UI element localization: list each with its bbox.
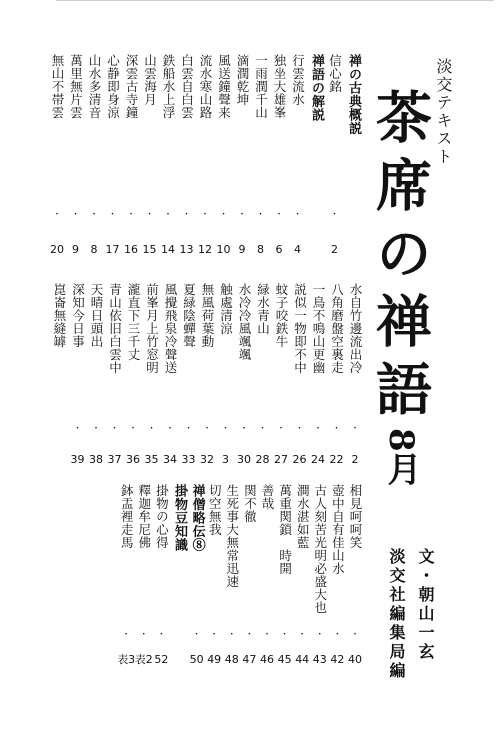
toc-leader-dots: · bbox=[317, 627, 322, 641]
toc-entry-title: 蚊子咬鉄牛 bbox=[274, 283, 289, 348]
toc-entry-title: 水自竹邊流出冷 bbox=[348, 283, 363, 374]
toc-entry-title: 夏緑陰蟬聲 bbox=[181, 283, 197, 348]
toc-entry-title: 掛物豆知識 bbox=[172, 484, 187, 552]
toc-entry-title: 風送鐘聲来 bbox=[216, 54, 232, 119]
toc-entry-title: 禅語の解説 bbox=[309, 54, 324, 122]
toc-page-number: 44 bbox=[295, 653, 310, 666]
toc-page-number: 33 bbox=[181, 453, 196, 466]
toc-entry-title: 無山不帯雲 bbox=[50, 54, 65, 119]
toc-page-number: 38 bbox=[89, 453, 103, 466]
toc-leader-dots: · bbox=[141, 627, 146, 641]
toc-entry-title: 独坐大雄峯 bbox=[272, 54, 287, 119]
toc-page-number: 30 bbox=[237, 453, 251, 466]
toc-entry-title: 青山依旧白雲中 bbox=[107, 283, 123, 374]
toc-page-number: 24 bbox=[311, 453, 325, 466]
toc-leader-dots: · bbox=[212, 627, 217, 641]
toc-leader-dots: · bbox=[110, 207, 115, 221]
toc-entry-title: 切空無我 bbox=[207, 484, 223, 536]
toc-entry-title: 生死事大無常迅速 bbox=[224, 484, 240, 588]
toc-entry-title: 一雨潤千山 bbox=[253, 54, 269, 119]
toc-page-number: 20 bbox=[50, 243, 64, 256]
toc-page-number: 14 bbox=[161, 243, 175, 256]
toc-page-number: 16 bbox=[124, 243, 138, 256]
toc-entry-title: 深雲古寺鐘 bbox=[124, 54, 139, 119]
toc-leader-dots: · bbox=[159, 627, 164, 641]
toc-entry-title: 掛物の心得 bbox=[154, 484, 170, 549]
toc-page-number: 6 bbox=[275, 243, 283, 256]
toc-leader-dots: · bbox=[73, 207, 78, 221]
toc-entry-title: 風攪飛泉冷聲送 bbox=[163, 283, 178, 374]
toc-page-number: 10 bbox=[216, 243, 231, 256]
toc-entry-title: 流水寒山路 bbox=[198, 54, 213, 119]
toc-entry-title: 萬里無片雲 bbox=[68, 54, 84, 119]
toc-page-number: 43 bbox=[312, 653, 327, 666]
toc-entry-title: 一鳥不鳴山更幽 bbox=[311, 283, 326, 374]
editor-credit: 淡交社編集局編 bbox=[387, 548, 406, 681]
toc-leader-dots: · bbox=[223, 421, 228, 435]
toc-page-number: 48 bbox=[224, 653, 239, 666]
toc-leader-dots: · bbox=[258, 207, 263, 221]
toc-leader-dots: · bbox=[300, 627, 305, 641]
toc-entry-title: 緑水青山 bbox=[255, 283, 271, 335]
toc-entry-title: 八角磨盤空裏走 bbox=[329, 283, 345, 374]
toc-leader-dots: · bbox=[149, 421, 154, 435]
toc-leader-dots: · bbox=[242, 421, 246, 435]
toc-page-number: 40 bbox=[348, 653, 362, 666]
toc-leader-dots: · bbox=[295, 207, 300, 221]
toc-page-number: 47 bbox=[242, 653, 257, 666]
toc-entry-title: 鉢盂裡走馬 bbox=[119, 484, 135, 549]
toc-entry-title: 白雲自白雲 bbox=[179, 54, 195, 119]
toc-page-number: 15 bbox=[142, 243, 157, 256]
toc-page-number: 37 bbox=[107, 453, 122, 466]
toc-entry-title: 水冷冷風颯颯 bbox=[237, 283, 252, 361]
toc-page-number: 35 bbox=[144, 453, 159, 466]
toc-leader-dots: · bbox=[203, 207, 207, 221]
toc-page-number: 42 bbox=[330, 653, 345, 666]
toc-leader-dots: · bbox=[297, 421, 302, 435]
issue-month: 8月 bbox=[381, 428, 421, 486]
toc-leader-dots: · bbox=[221, 207, 226, 221]
toc-leader-dots: · bbox=[240, 207, 244, 221]
toc-leader-dots: · bbox=[94, 421, 98, 435]
toc-leader-dots: · bbox=[205, 421, 209, 435]
toc-entry-title: 説似一物即不中 bbox=[292, 283, 308, 374]
toc-leader-dots: · bbox=[282, 627, 287, 641]
toc-entry-title: 壺中自有佳山水 bbox=[330, 484, 346, 575]
toc-page-number: 8 bbox=[90, 243, 98, 256]
toc-page-number: 22 bbox=[329, 453, 344, 466]
toc-page-number: 26 bbox=[292, 453, 307, 466]
toc-leader-dots: · bbox=[279, 421, 283, 435]
toc-leader-dots: · bbox=[229, 627, 234, 641]
toc-page-number: 13 bbox=[179, 243, 194, 256]
toc-leader-dots: · bbox=[184, 207, 189, 221]
toc-entry-title: 鉄船水上浮 bbox=[161, 54, 176, 119]
toc-leader-dots: · bbox=[92, 207, 96, 221]
toc-page-number: 46 bbox=[260, 653, 274, 666]
toc-entry-title: 前峯月上竹窓明 bbox=[144, 283, 160, 374]
toc-leader-dots: · bbox=[131, 421, 135, 435]
toc-page-number: 表3 bbox=[117, 653, 136, 666]
toc-page-number: 49 bbox=[207, 653, 222, 666]
series-label: 淡交テキスト bbox=[434, 58, 453, 166]
toc-leader-dots: · bbox=[335, 627, 340, 641]
toc-leader-dots: · bbox=[112, 421, 117, 435]
toc-page-number: 32 bbox=[200, 453, 214, 466]
toc-entry-title: 萬重関鎖 時開 bbox=[277, 484, 293, 575]
toc-leader-dots: · bbox=[260, 421, 265, 435]
author-credit: 文・朝山一玄 bbox=[416, 548, 435, 662]
toc-entry-title: 天晴日頭出 bbox=[89, 283, 104, 348]
toc-entry-title: 関不徹 bbox=[242, 484, 258, 523]
toc-leader-dots: · bbox=[124, 627, 129, 641]
toc-page-number: 4 bbox=[294, 243, 301, 256]
toc-page-number: 52 bbox=[154, 653, 169, 666]
toc-page-number: 3 bbox=[222, 453, 229, 466]
toc-leader-dots: · bbox=[353, 627, 357, 641]
toc-entry-title: 禅僧略伝⑧ bbox=[189, 484, 205, 552]
toc-page-number: 36 bbox=[126, 453, 140, 466]
toc-leader-dots: · bbox=[75, 421, 80, 435]
toc-page-number: 17 bbox=[105, 243, 120, 256]
toc-page-number: 45 bbox=[277, 653, 292, 666]
toc-entry-title: 山雲海月 bbox=[142, 54, 158, 106]
toc-entry-title: 崑崙無縫罅 bbox=[52, 283, 67, 348]
toc-page-number: 39 bbox=[70, 453, 85, 466]
toc-leader-dots: · bbox=[186, 421, 191, 435]
toc-page-number: 34 bbox=[163, 453, 177, 466]
toc-entry-title: 触處清涼 bbox=[218, 283, 234, 335]
toc-entry-title: 深知今日事 bbox=[70, 283, 86, 348]
toc-entry-title: 無風荷葉動 bbox=[200, 283, 215, 348]
toc-entry-title: 禅の古典概説 bbox=[346, 54, 361, 135]
toc-leader-dots: · bbox=[247, 627, 252, 641]
toc-leader-dots: · bbox=[166, 207, 170, 221]
toc-page-number: 50 bbox=[189, 653, 204, 666]
toc-entry-title: 信心銘 bbox=[327, 54, 343, 93]
toc-entry-title: 山水多清音 bbox=[87, 54, 102, 119]
toc-leader-dots: · bbox=[332, 207, 337, 221]
toc-leader-dots: · bbox=[168, 421, 172, 435]
toc-page-number: 8 bbox=[257, 243, 264, 256]
toc-page-number: 28 bbox=[255, 453, 270, 466]
toc-page-number: 27 bbox=[274, 453, 288, 466]
toc-leader-dots: · bbox=[147, 207, 152, 221]
toc-entry-title: 行雲流水 bbox=[290, 54, 306, 106]
toc-entry-title: 滴潤乾坤 bbox=[235, 54, 250, 106]
page-title: 茶席の禅語 bbox=[367, 88, 433, 428]
toc-entry-title: 澗水湛如藍 bbox=[295, 484, 311, 549]
toc-page-number: 2 bbox=[331, 243, 338, 256]
toc-page-number: 表2 bbox=[134, 653, 153, 666]
toc-leader-dots: · bbox=[265, 627, 269, 641]
toc-entry-title: 心静即身涼 bbox=[105, 54, 121, 119]
toc-entry-title: 善哉 bbox=[260, 484, 275, 510]
toc-page-number: 12 bbox=[198, 243, 212, 256]
toc-entry-title: 相見呵呵笑 bbox=[348, 484, 363, 549]
toc-leader-dots: · bbox=[334, 421, 339, 435]
toc-page-number: 9 bbox=[238, 243, 246, 256]
toc-page-number: 9 bbox=[72, 243, 79, 256]
toc-leader-dots: · bbox=[55, 207, 59, 221]
toc-entry-title: 瀧直下三千丈 bbox=[126, 283, 141, 361]
toc-leader-dots: · bbox=[129, 207, 133, 221]
toc-leader-dots: · bbox=[277, 207, 281, 221]
toc-leader-dots: · bbox=[316, 421, 320, 435]
toc-entry-title: 釋迦牟尼佛 bbox=[136, 484, 152, 549]
toc-leader-dots: · bbox=[194, 627, 199, 641]
toc-leader-dots: · bbox=[353, 421, 357, 435]
toc-entry-title: 古人刻苦光明必盛大也 bbox=[312, 484, 328, 614]
toc-page-number: 2 bbox=[351, 453, 359, 466]
